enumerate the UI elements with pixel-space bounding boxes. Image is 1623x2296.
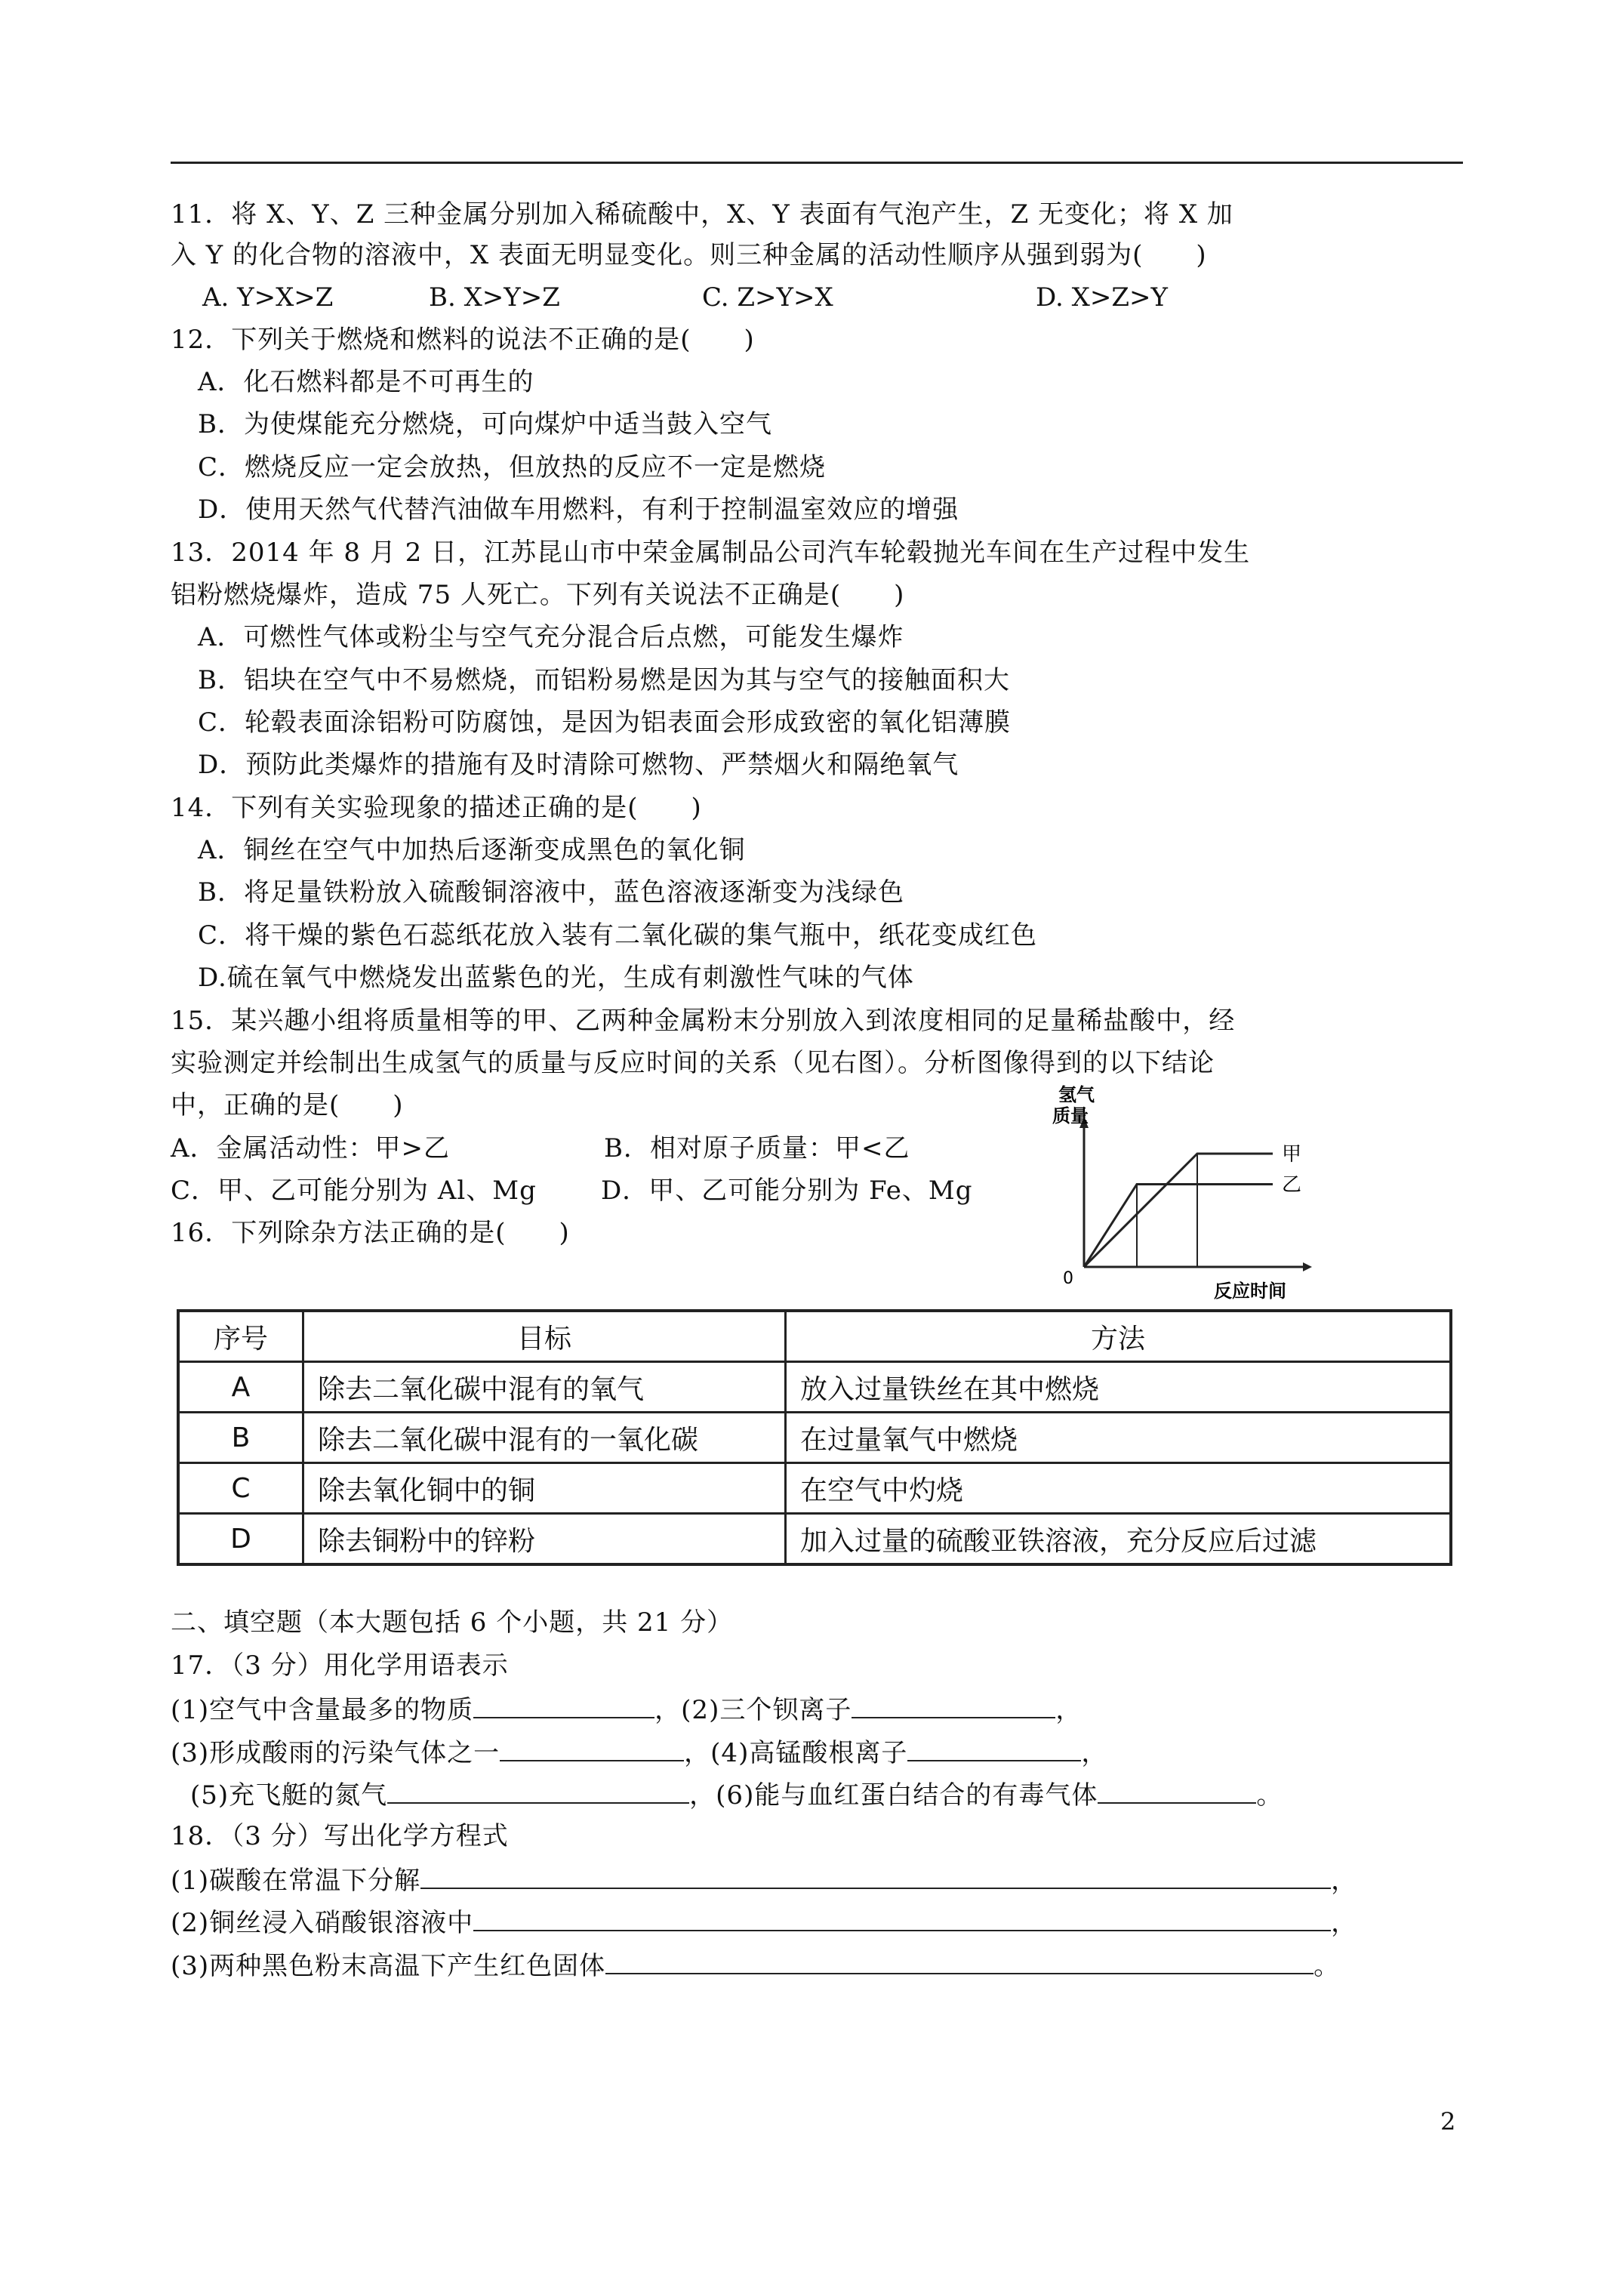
- q18-row1-comma: ，: [1331, 1866, 1358, 1896]
- q13-option-d: D．预防此类爆炸的措施有及时清除可燃物、严禁烟火和隔绝氧气: [198, 750, 959, 780]
- q18-item3-label: (3)两种黑色粉末高温下产生红色固体: [171, 1951, 606, 1981]
- table-cell-index: C: [178, 1463, 303, 1514]
- q14-option-d: D.硫在氧气中燃烧发出蓝紫色的光，生成有刺激性气味的气体: [198, 963, 914, 993]
- q17-item5-label: (5)充飞艇的氮气: [190, 1780, 388, 1811]
- q16-stem: 16．下列除杂方法正确的是( ): [171, 1218, 570, 1248]
- q17-row3: [190, 1777, 1283, 1812]
- y-axis-label: 氢气质量: [1052, 1084, 1095, 1126]
- q13-line2: 铝粉燃烧爆炸，造成 75 人死亡。下列有关说法不正确是( ): [171, 580, 905, 610]
- q18-answer1-blank[interactable]: [420, 1862, 1331, 1889]
- q13-option-b: B．铝块在空气中不易燃烧，而铝粉易燃是因为其与空气的接触面积大: [198, 665, 1010, 695]
- table-cell-method: 放入过量铁丝在其中燃烧: [786, 1362, 1452, 1413]
- table-cell-method: 在空气中灼烧: [786, 1463, 1452, 1514]
- table-cell-method: 加入过量的硫酸亚铁溶液，充分反应后过滤: [786, 1514, 1452, 1565]
- q18-row3: [171, 1947, 1340, 1983]
- q12-option-b: B．为使煤能充分燃烧，可向煤炉中适当鼓入空气: [198, 409, 772, 439]
- q12-option-c: C．燃烧反应一定会放热，但放热的反应不一定是燃烧: [198, 452, 827, 482]
- q11-option-a: A. Y>X>Z: [202, 282, 334, 313]
- q13-option-a: A．可燃性气体或粉尘与空气充分混合后点燃，可能发生爆炸: [198, 622, 904, 652]
- q15-option-a: A．金属活动性：甲>乙: [171, 1133, 451, 1163]
- q18-row2-comma: ，: [1331, 1908, 1358, 1938]
- table-row: [178, 1413, 1451, 1463]
- series-line-2: [1084, 1185, 1273, 1268]
- q14-option-b: B．将足量铁粉放入硫酸铜溶液中，蓝色溶液逐渐变为浅绿色: [198, 877, 904, 908]
- q14-option-a: A．铜丝在空气中加热后逐渐变成黑色的氧化铜: [198, 835, 746, 865]
- q17-item3-label: (3)形成酸雨的污染气体之一: [171, 1738, 500, 1768]
- q11-option-d: D. X>Z>Y: [1036, 282, 1168, 313]
- table-cell-index: B: [178, 1413, 303, 1463]
- table-cell-goal: 除去二氧化碳中混有的一氧化碳: [303, 1413, 786, 1463]
- table-row: [178, 1463, 1451, 1514]
- q17-answer1-blank[interactable]: [473, 1691, 654, 1718]
- q15-option-c: C．甲、乙可能分别为 Al、Mg: [171, 1176, 537, 1206]
- hydrogen-mass-chart: [1052, 1084, 1312, 1302]
- q13-option-c: C．轮毂表面涂铝粉可防腐蚀，是因为铝表面会形成致密的氧化铝薄膜: [198, 707, 1012, 738]
- q11-line1: 11．将 X、Y、Z 三种金属分别加入稀硫酸中，X、Y 表面有气泡产生，Z 无变化；将 X 加: [171, 199, 1233, 230]
- q12-option-a: A．化石燃料都是不可再生的: [198, 367, 534, 397]
- q18-stem: 18．（3 分）写出化学方程式: [171, 1821, 509, 1851]
- table-row: [178, 1362, 1451, 1413]
- origin-label: 0: [1063, 1269, 1073, 1288]
- q11-line2: 入 Y 的化合物的溶液中，X 表面无明显变化。则三种金属的活动性顺序从强到弱为( ): [171, 240, 1207, 270]
- q15-option-d: D．甲、乙可能分别为 Fe、Mg: [601, 1176, 973, 1206]
- q18-answer2-blank[interactable]: [473, 1904, 1331, 1931]
- q11-option-c: C. Z>Y>X: [702, 282, 833, 313]
- purification-table: [177, 1309, 1452, 1566]
- q14-stem: 14．下列有关实验现象的描述正确的是( ): [171, 793, 702, 823]
- series-label-2: 乙: [1282, 1173, 1302, 1197]
- table-header-goal: 目标: [303, 1311, 786, 1362]
- table-header-row: [178, 1311, 1451, 1362]
- q18-item2-label: (2)铜丝浸入硝酸银溶液中: [171, 1908, 474, 1938]
- q15-line1: 15．某兴趣小组将质量相等的甲、乙两种金属粉末分别放入到浓度相同的足量稀盐酸中，经: [171, 1006, 1236, 1036]
- q17-answer4-blank[interactable]: [907, 1734, 1081, 1761]
- q12-stem: 12．下列关于燃烧和燃料的说法不正确的是( ): [171, 325, 755, 355]
- table-header-index: 序号: [178, 1311, 303, 1362]
- q17-stem: 17．（3 分）用化学用语表示: [171, 1650, 509, 1681]
- q15-line2: 实验测定并绘制出生成氢气的质量与反应时间的关系（见右图）。分析图像得到的以下结论: [171, 1048, 1215, 1078]
- series-line-1: [1084, 1154, 1273, 1267]
- q13-line1: 13．2014 年 8 月 2 日，江苏昆山市中荣金属制品公司汽车轮毂抛光车间在生产过程中发生: [171, 538, 1251, 568]
- q17-row1: [171, 1691, 1082, 1727]
- q17-answer2-blank[interactable]: [852, 1691, 1055, 1718]
- x-axis-arrow-icon: [1303, 1262, 1312, 1271]
- q17-row1-comma: ，: [1055, 1695, 1083, 1725]
- q18-row2: [171, 1904, 1357, 1940]
- q18-row3-period: 。: [1313, 1951, 1341, 1981]
- q17-item2-label: ，(2)三个钡离子: [654, 1695, 852, 1725]
- q14-option-c: C．将干燥的紫色石蕊纸花放入装有二氧化碳的集气瓶中，纸花变成红色: [198, 920, 1038, 951]
- q11-option-b: B. X>Y>Z: [429, 282, 560, 313]
- q15-line3: 中，正确的是( ): [171, 1090, 404, 1120]
- q17-row2: [171, 1734, 1107, 1770]
- table-cell-goal: 除去二氧化碳中混有的氧气: [303, 1362, 786, 1413]
- table-cell-goal: 除去铜粉中的锌粉: [303, 1514, 786, 1565]
- table-cell-goal: 除去氧化铜中的铜: [303, 1463, 786, 1514]
- series-label-1: 甲: [1282, 1143, 1302, 1166]
- q18-item1-label: (1)碳酸在常温下分解: [171, 1866, 421, 1896]
- q17-row3-period: 。: [1256, 1780, 1283, 1811]
- section-title: 二、填空题（本大题包括 6 个小题，共 21 分）: [171, 1607, 734, 1638]
- q17-answer3-blank[interactable]: [500, 1734, 684, 1761]
- q15-option-b: B．相对原子质量：甲<乙: [604, 1133, 910, 1163]
- q12-option-d: D．使用天然气代替汽油做车用燃料，有利于控制温室效应的增强: [198, 495, 959, 525]
- table-cell-index: A: [178, 1362, 303, 1413]
- q17-answer5-blank[interactable]: [387, 1777, 689, 1804]
- q17-item4-label: ，(4)高锰酸根离子: [684, 1738, 908, 1768]
- q18-row1: [171, 1862, 1357, 1897]
- table-header-method: 方法: [786, 1311, 1452, 1362]
- table-cell-method: 在过量氧气中燃烧: [786, 1413, 1452, 1463]
- q18-answer3-blank[interactable]: [605, 1947, 1313, 1974]
- table-cell-index: D: [178, 1514, 303, 1565]
- x-axis-label: 反应时间: [1214, 1281, 1286, 1302]
- table-row: [178, 1514, 1451, 1565]
- q17-item1-label: (1)空气中含量最多的物质: [171, 1695, 474, 1725]
- page-number: 2: [1440, 2107, 1456, 2136]
- q17-row2-comma: ，: [1081, 1738, 1108, 1768]
- q17-answer6-blank[interactable]: [1098, 1777, 1256, 1804]
- header-rule: [171, 162, 1463, 164]
- q17-item6-label: ，(6)能与血红蛋白结合的有毒气体: [689, 1780, 1098, 1811]
